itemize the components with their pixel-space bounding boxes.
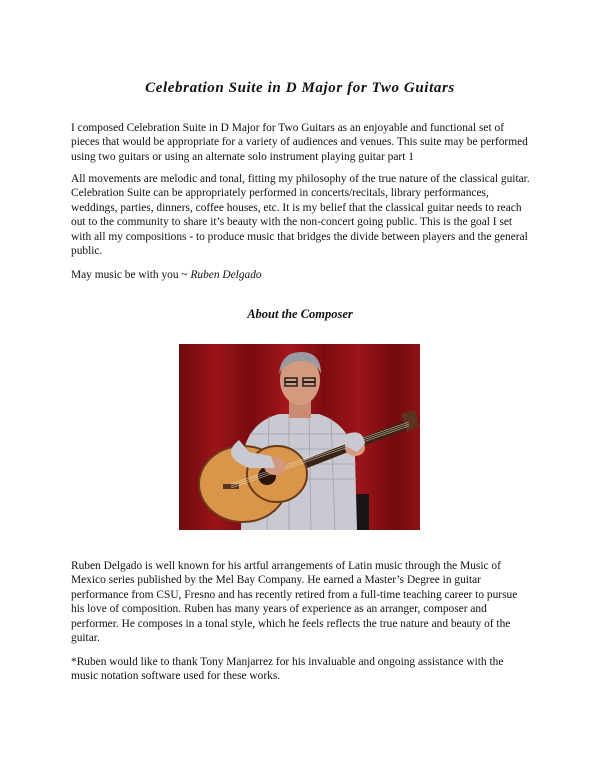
- signature: Ruben Delgado: [190, 269, 262, 281]
- page-title: Celebration Suite in D Major for Two Guitars: [145, 80, 455, 96]
- sign-off-line: [71, 268, 533, 282]
- composer-photo-illustration: [179, 344, 420, 530]
- bio-paragraph: Ruben Delgado is well known for his artful arrangements of Latin music through the Music of Mexico series published by the Mel Bay Company. He earned a Master’s Degree in guitar performance from CSU, Fresno and has recently retired from a full-time teaching career to pursue his love of composition. Ruben has many years of experience as an arranger, composer and performer. He composes in a tonal style, which he feels reflects the true nature and beauty of the guitar.: [71, 560, 518, 645]
- philosophy-paragraph: All movements are melodic and tonal, fitting my philosophy of the true nature of the classical guitar. Celebration Suite can be appropriately performed in concerts/recitals, library performances, weddings, parties, dinners, coffee houses, etc. It is my belief that the classical guitar needs to reach out to the community to share it’s beauty with the non-concert going public. This is the goal I set with all my compositions - to produce music that bridges the divide between players and the general public.: [71, 173, 530, 258]
- thanks-paragraph: *Ruben would like to thank Tony Manjarrez for his invaluable and ongoing assistance with the music notation software used for these works.: [71, 656, 504, 683]
- about-heading: About the Composer: [247, 307, 353, 321]
- sign-off-text: May music be with you ~: [71, 269, 191, 281]
- intro-paragraph: I composed Celebration Suite in D Major for Two Guitars as an enjoyable and functional set of pieces that would be appropriate for a variety of audiences and venues. This suite may be performed using two guitars or using an alternate solo instrument playing guitar part 1: [71, 122, 528, 163]
- composer-photo: [179, 344, 420, 530]
